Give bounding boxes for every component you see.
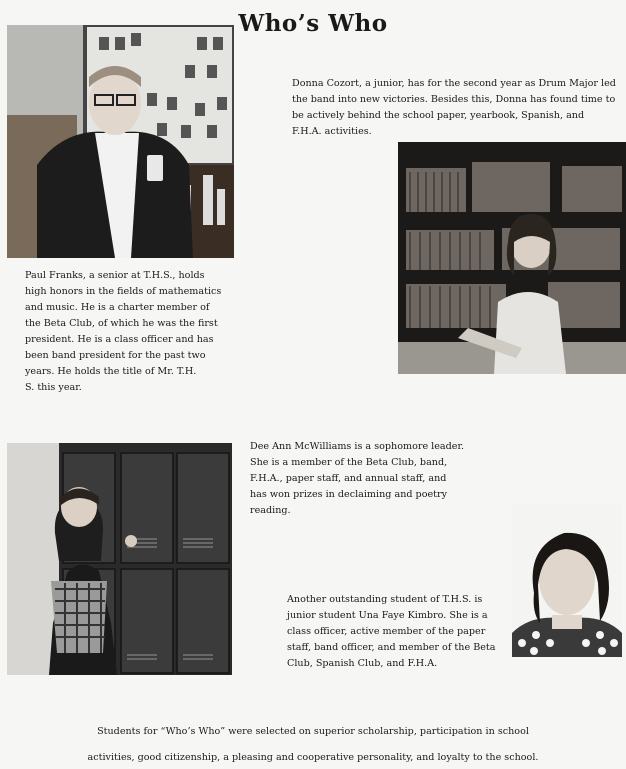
dee-ann-mcwilliams-caption: Dee Ann McWilliams is a sophomore leader. She is a member of the Beta Club, band, F.H.A., paper staff, and annual staff, and has won prizes in declaiming and poetry reading. [250,441,465,516]
donna-cozort-photo [398,142,626,374]
una-faye-kimbro-photo [512,503,622,657]
page-title: Who’s Who [238,10,388,37]
una-faye-kimbro-caption: Another outstanding student of T.H.S. is junior student Una Faye Kimbro. She is a class officer, active member of the paper staff, band officer, and member of the Beta Club, Spanish Club, and F.H.A. [287,594,496,669]
paul-franks-photo [7,25,234,258]
donna-cozort-caption: Donna Cozort, a junior, has for the second year as Drum Major led the band into new victories. Besides this, Donna has found time to be actively behind the school paper, yearbook, Spanish, and F.H.A. activities. [292,78,616,137]
paul-franks-caption: Paul Franks, a senior at T.H.S., holds high honors in the fields of mathematics and music. He is a charter member of the Beta Club, of which he was the first president. He is a class officer and has been band president for the past two years. He holds the title of Mr. T.H. S. this year. [25,270,222,393]
selection-criteria-line-1: Students for “Who’s Who” were selected on superior scholarship, participation in school [97,726,529,737]
selection-criteria-line-2: activities, good citizenship, a pleasing and cooperative personality, and loyalty to the school. [87,752,539,763]
dee-ann-mcwilliams-photo [7,443,232,675]
